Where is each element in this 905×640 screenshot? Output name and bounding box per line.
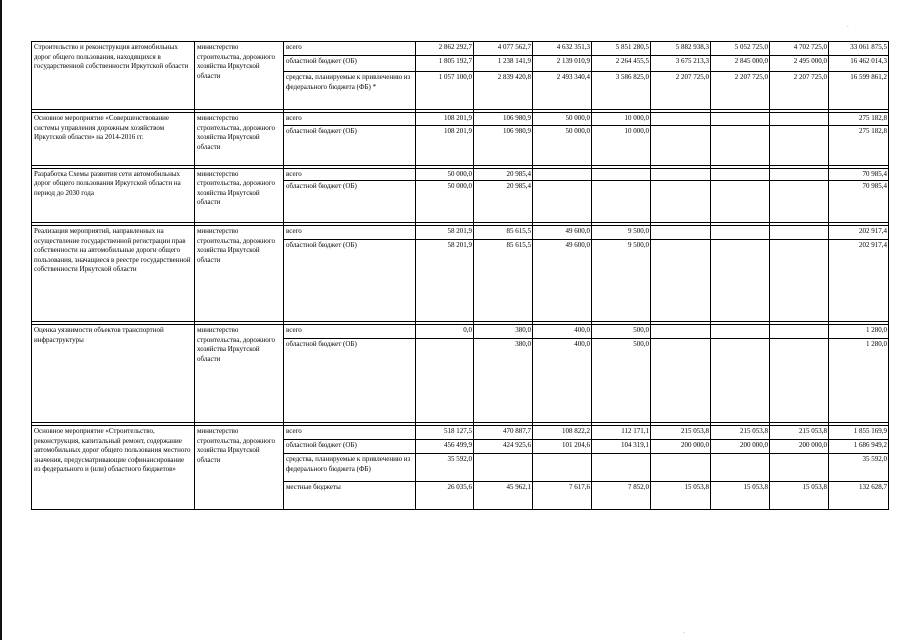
executor-cell: министерство строительства, дорожного хозяйства Иркутской области xyxy=(195,426,284,510)
year-value-cell xyxy=(711,240,770,322)
year-value-cell: 49 600,0 xyxy=(533,240,592,322)
year-value-cell: 2 839 420,8 xyxy=(474,72,533,110)
year-value-cell xyxy=(651,181,711,223)
year-value-cell xyxy=(651,168,711,181)
year-value-cell: 2 207 725,0 xyxy=(651,72,711,110)
year-value-cell xyxy=(651,240,711,322)
funding-source-cell: всего xyxy=(284,113,416,126)
year-value-cell: 2 139 010,9 xyxy=(533,56,592,72)
total-value-cell: 275 182,8 xyxy=(829,113,889,126)
activity-name-cell: Основное мероприятие «Совершенствование системы управления дорожным хозяйством Иркутской области» на 2014-2016 гг. xyxy=(32,113,195,166)
funding-source-cell: областной бюджет (ОБ) xyxy=(284,440,416,454)
executor-cell: министерство строительства, дорожного хозяйства Иркутской области xyxy=(195,226,284,322)
activity-name-cell: Реализация мероприятий, направленных на осуществление государственной регистрации прав собственности на автомобильные дороги общего пользования, значащиеся в реестре государственной собственности Иркутской области xyxy=(32,226,195,322)
total-value-cell: 1 855 169,9 xyxy=(829,426,889,440)
year-value-cell: 9 500,0 xyxy=(592,226,651,240)
year-value-cell: 7 852,0 xyxy=(592,482,651,510)
activity-name-cell: Оценка уязвимости объектов транспортной инфраструктуры xyxy=(32,325,195,423)
year-value-cell: 400,0 xyxy=(533,325,592,339)
year-value-cell xyxy=(770,339,829,423)
year-value-cell: 104 319,1 xyxy=(592,440,651,454)
year-value-cell: 9 500,0 xyxy=(592,240,651,322)
year-value-cell xyxy=(416,339,474,423)
funding-source-cell: областной бюджет (ОБ) xyxy=(284,125,416,165)
executor-cell: министерство строительства, дорожного хозяйства Иркутской области xyxy=(195,42,284,110)
year-value-cell: 85 615,5 xyxy=(474,226,533,240)
year-value-cell xyxy=(770,226,829,240)
total-value-cell: 16 462 014,3 xyxy=(829,56,889,72)
budget-table-body xyxy=(32,42,889,510)
year-value-cell: 108 822,2 xyxy=(533,426,592,440)
year-value-cell: 58 201,9 xyxy=(416,226,474,240)
year-value-cell: 50 000,0 xyxy=(533,125,592,165)
total-value-cell: 70 985,4 xyxy=(829,181,889,223)
funding-source-cell: областной бюджет (ОБ) xyxy=(284,56,416,72)
year-value-cell xyxy=(770,454,829,482)
year-value-cell xyxy=(711,226,770,240)
year-value-cell: 380,0 xyxy=(474,325,533,339)
funding-source-cell: всего xyxy=(284,42,416,56)
year-value-cell: 58 201,9 xyxy=(416,240,474,322)
total-value-cell: 202 917,4 xyxy=(829,226,889,240)
year-value-cell xyxy=(651,125,711,165)
year-value-cell: 215 053,8 xyxy=(770,426,829,440)
year-value-cell: 101 204,6 xyxy=(533,440,592,454)
year-value-cell: 50 000,0 xyxy=(416,181,474,223)
year-value-cell: 400,0 xyxy=(533,339,592,423)
year-value-cell xyxy=(533,454,592,482)
funding-source-cell: областной бюджет (ОБ) xyxy=(284,339,416,423)
year-value-cell: 50 000,0 xyxy=(533,113,592,126)
year-value-cell: 1 057 100,0 xyxy=(416,72,474,110)
year-value-cell: 215 053,8 xyxy=(711,426,770,440)
year-value-cell: 5 882 938,3 xyxy=(651,42,711,56)
year-value-cell xyxy=(770,325,829,339)
year-value-cell xyxy=(711,168,770,181)
year-value-cell: 10 000,0 xyxy=(592,113,651,126)
year-value-cell: 20 985,4 xyxy=(474,181,533,223)
year-value-cell: 1 805 192,7 xyxy=(416,56,474,72)
year-value-cell xyxy=(711,181,770,223)
year-value-cell: 200 000,0 xyxy=(711,440,770,454)
total-value-cell: 70 985,4 xyxy=(829,168,889,181)
year-value-cell: 1 238 141,9 xyxy=(474,56,533,72)
year-value-cell: 15 053,8 xyxy=(651,482,711,510)
year-value-cell: 106 980,9 xyxy=(474,113,533,126)
activity-name-cell: Основное мероприятие «Строительство, реконструкция, капитальный ремонт, содержание автомобильных дорог общего пользования местного значения, предусматривающие софинансирование из федерального и (или) областного бюджетов» xyxy=(32,426,195,510)
executor-cell: министерство строительства, дорожного хозяйства Иркутской области xyxy=(195,113,284,166)
year-value-cell xyxy=(533,181,592,223)
total-value-cell: 202 917,4 xyxy=(829,240,889,322)
total-value-cell: 16 599 861,2 xyxy=(829,72,889,110)
year-value-cell xyxy=(592,168,651,181)
year-value-cell: 518 127,5 xyxy=(416,426,474,440)
year-value-cell: 380,0 xyxy=(474,339,533,423)
year-value-cell: 0,0 xyxy=(416,325,474,339)
funding-source-cell: всего xyxy=(284,325,416,339)
year-value-cell: 2 264 455,5 xyxy=(592,56,651,72)
year-value-cell xyxy=(711,339,770,423)
year-value-cell xyxy=(592,454,651,482)
funding-source-cell: областной бюджет (ОБ) xyxy=(284,181,416,223)
year-value-cell: 200 000,0 xyxy=(770,440,829,454)
year-value-cell: 108 201,9 xyxy=(416,125,474,165)
year-value-cell xyxy=(533,168,592,181)
year-value-cell: 26 035,6 xyxy=(416,482,474,510)
year-value-cell xyxy=(651,226,711,240)
year-value-cell: 50 000,0 xyxy=(416,168,474,181)
year-value-cell xyxy=(592,181,651,223)
year-value-cell: 2 493 340,4 xyxy=(533,72,592,110)
funding-source-cell: всего xyxy=(284,168,416,181)
total-value-cell: 132 628,7 xyxy=(829,482,889,510)
year-value-cell: 49 600,0 xyxy=(533,226,592,240)
funding-source-cell: всего xyxy=(284,426,416,440)
table-row xyxy=(32,226,889,240)
table-row xyxy=(32,325,889,339)
year-value-cell xyxy=(711,125,770,165)
year-value-cell xyxy=(711,325,770,339)
year-value-cell xyxy=(770,240,829,322)
year-value-cell: 35 592,0 xyxy=(416,454,474,482)
year-value-cell: 2 207 725,0 xyxy=(770,72,829,110)
year-value-cell: 3 586 825,0 xyxy=(592,72,651,110)
total-value-cell: 275 182,8 xyxy=(829,125,889,165)
year-value-cell: 5 851 280,5 xyxy=(592,42,651,56)
table-row xyxy=(32,113,889,126)
funding-source-cell: местные бюджеты xyxy=(284,482,416,510)
year-value-cell: 20 985,4 xyxy=(474,168,533,181)
year-value-cell: 3 675 213,3 xyxy=(651,56,711,72)
budget-table xyxy=(31,41,889,510)
executor-cell: министерство строительства, дорожного хозяйства Иркутской области xyxy=(195,168,284,223)
year-value-cell xyxy=(651,454,711,482)
year-value-cell xyxy=(770,125,829,165)
year-value-cell xyxy=(770,181,829,223)
activity-name-cell: Разработка Схемы развития сети автомобильных дорог общего пользования Иркутской области на период до 2030 года xyxy=(32,168,195,223)
executor-cell: министерство строительства, дорожного хозяйства Иркутской области xyxy=(195,325,284,423)
year-value-cell: 15 053,8 xyxy=(711,482,770,510)
total-value-cell: 1 686 949,2 xyxy=(829,440,889,454)
year-value-cell: 108 201,9 xyxy=(416,113,474,126)
year-value-cell: 2 845 000,0 xyxy=(711,56,770,72)
year-value-cell: 106 980,9 xyxy=(474,125,533,165)
year-value-cell: 7 617,6 xyxy=(533,482,592,510)
year-value-cell: 500,0 xyxy=(592,325,651,339)
year-value-cell xyxy=(474,454,533,482)
year-value-cell: 5 052 725,0 xyxy=(711,42,770,56)
total-value-cell: 1 280,0 xyxy=(829,339,889,423)
year-value-cell xyxy=(651,339,711,423)
year-value-cell xyxy=(651,325,711,339)
total-value-cell: 1 280,0 xyxy=(829,325,889,339)
year-value-cell xyxy=(770,113,829,126)
page-mark: . xyxy=(683,627,685,635)
year-value-cell: 112 171,1 xyxy=(592,426,651,440)
year-value-cell: 2 495 000,0 xyxy=(770,56,829,72)
funding-source-cell: средства, планируемые к привлечению из федерального бюджета (ФБ) * xyxy=(284,72,416,110)
year-value-cell: 456 499,9 xyxy=(416,440,474,454)
table-row xyxy=(32,426,889,440)
year-value-cell: 470 887,7 xyxy=(474,426,533,440)
year-value-cell xyxy=(711,454,770,482)
total-value-cell: 33 061 875,5 xyxy=(829,42,889,56)
funding-source-cell: областной бюджет (ОБ) xyxy=(284,240,416,322)
year-value-cell: 4 077 562,7 xyxy=(474,42,533,56)
year-value-cell: 45 962,1 xyxy=(474,482,533,510)
year-value-cell xyxy=(711,113,770,126)
year-value-cell: 215 053,8 xyxy=(651,426,711,440)
total-value-cell: 35 592,0 xyxy=(829,454,889,482)
activity-name-cell: Строительство и реконструкция автомобильных дорог общего пользования, находящихся в государственной собственности Иркутской области xyxy=(32,42,195,110)
year-value-cell: 424 925,6 xyxy=(474,440,533,454)
year-value-cell: 2 207 725,0 xyxy=(711,72,770,110)
year-value-cell: 4 702 725,0 xyxy=(770,42,829,56)
year-value-cell xyxy=(770,168,829,181)
year-value-cell: 4 632 351,3 xyxy=(533,42,592,56)
page-mark: . xyxy=(847,21,849,29)
year-value-cell: 2 862 292,7 xyxy=(416,42,474,56)
year-value-cell: 500,0 xyxy=(592,339,651,423)
year-value-cell: 10 000,0 xyxy=(592,125,651,165)
funding-source-cell: всего xyxy=(284,226,416,240)
table-row xyxy=(32,42,889,56)
funding-source-cell: средства, планируемые к привлечению из федерального бюджета (ФБ) xyxy=(284,454,416,482)
year-value-cell xyxy=(651,113,711,126)
table-row xyxy=(32,168,889,181)
year-value-cell: 15 053,8 xyxy=(770,482,829,510)
year-value-cell: 85 615,5 xyxy=(474,240,533,322)
year-value-cell: 200 000,0 xyxy=(651,440,711,454)
